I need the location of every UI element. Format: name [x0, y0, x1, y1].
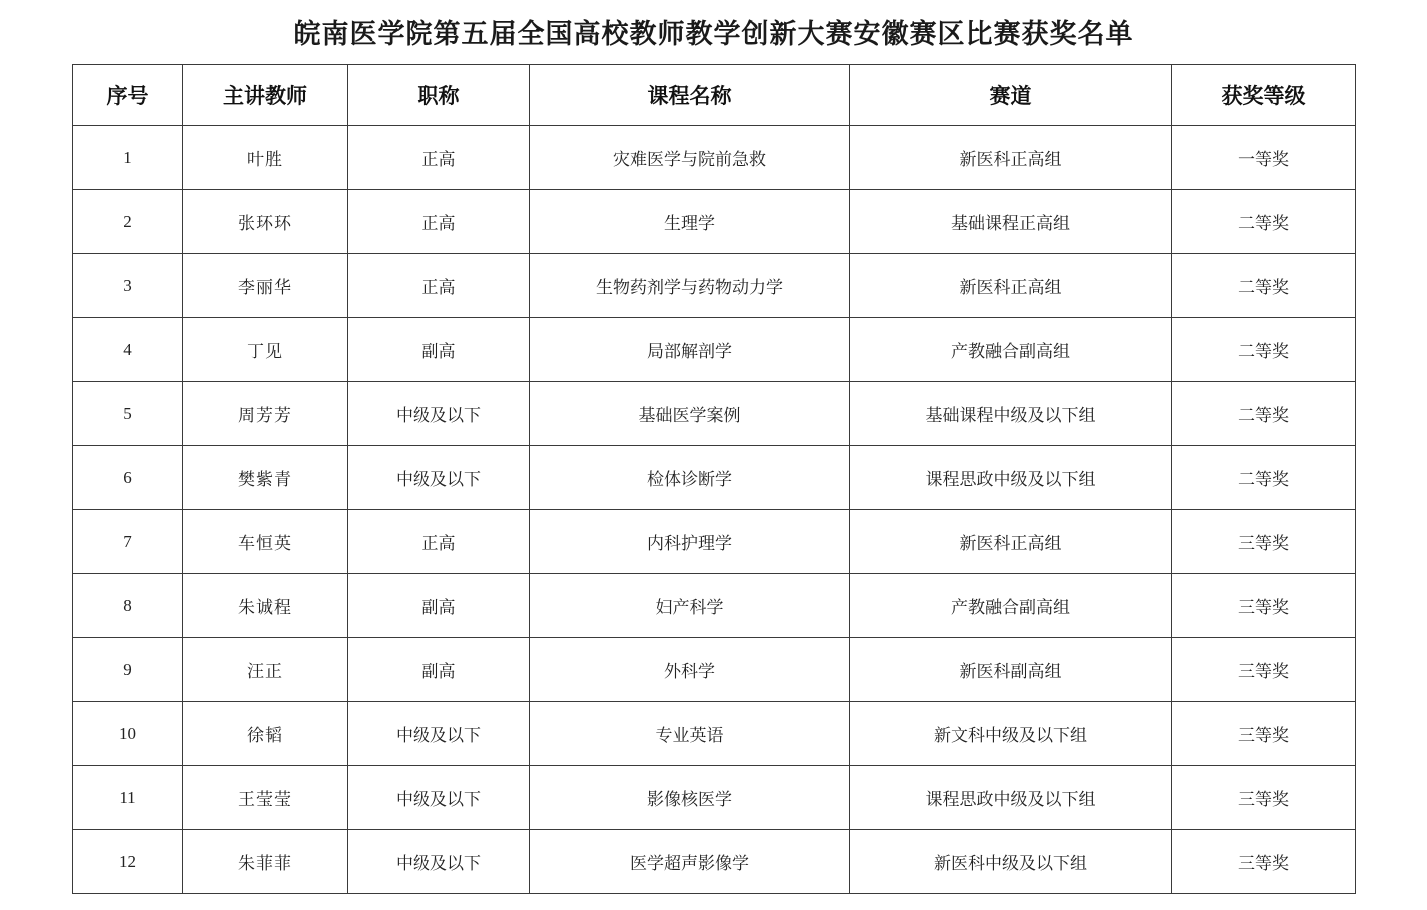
column-header-title-rank: 职称	[348, 65, 530, 126]
table-row	[73, 190, 1356, 254]
cell-track: 新医科正高组	[850, 254, 1172, 318]
cell-track: 课程思政中级及以下组	[850, 446, 1172, 510]
cell-course: 基础医学案例	[530, 382, 850, 446]
cell-title-rank: 副高	[348, 638, 530, 702]
table-row	[73, 318, 1356, 382]
table-row	[73, 830, 1356, 894]
cell-course: 妇产科学	[530, 574, 850, 638]
cell-award: 二等奖	[1172, 254, 1356, 318]
cell-teacher: 张环环	[183, 190, 348, 254]
table-row	[73, 574, 1356, 638]
table-header	[73, 65, 1356, 126]
cell-award: 三等奖	[1172, 574, 1356, 638]
award-table-container	[0, 64, 1427, 894]
cell-track: 新文科中级及以下组	[850, 702, 1172, 766]
cell-track: 课程思政中级及以下组	[850, 766, 1172, 830]
cell-course: 局部解剖学	[530, 318, 850, 382]
cell-award: 二等奖	[1172, 190, 1356, 254]
cell-track: 基础课程正高组	[850, 190, 1172, 254]
cell-title-rank: 中级及以下	[348, 446, 530, 510]
page-title: 皖南医学院第五届全国高校教师教学创新大赛安徽赛区比赛获奖名单	[293, 19, 1134, 49]
column-header-teacher: 主讲教师	[183, 65, 348, 126]
cell-track: 新医科中级及以下组	[850, 830, 1172, 894]
cell-award: 三等奖	[1172, 766, 1356, 830]
cell-teacher: 李丽华	[183, 254, 348, 318]
column-header-course: 课程名称	[530, 65, 850, 126]
cell-teacher: 丁见	[183, 318, 348, 382]
cell-award: 三等奖	[1172, 510, 1356, 574]
cell-track: 产教融合副高组	[850, 574, 1172, 638]
cell-title-rank: 正高	[348, 510, 530, 574]
cell-teacher: 朱菲菲	[183, 830, 348, 894]
cell-course: 生理学	[530, 190, 850, 254]
cell-course: 影像核医学	[530, 766, 850, 830]
cell-title-rank: 中级及以下	[348, 830, 530, 894]
cell-index: 10	[73, 702, 183, 766]
cell-award: 一等奖	[1172, 126, 1356, 190]
cell-course: 外科学	[530, 638, 850, 702]
cell-course: 医学超声影像学	[530, 830, 850, 894]
cell-award: 三等奖	[1172, 638, 1356, 702]
cell-track: 新医科正高组	[850, 510, 1172, 574]
cell-title-rank: 副高	[348, 318, 530, 382]
cell-teacher: 车恒英	[183, 510, 348, 574]
cell-track: 新医科副高组	[850, 638, 1172, 702]
column-header-track: 赛道	[850, 65, 1172, 126]
cell-course: 检体诊断学	[530, 446, 850, 510]
cell-teacher: 王莹莹	[183, 766, 348, 830]
table-row	[73, 510, 1356, 574]
table-row	[73, 446, 1356, 510]
cell-track: 产教融合副高组	[850, 318, 1172, 382]
cell-track: 基础课程中级及以下组	[850, 382, 1172, 446]
column-header-award: 获奖等级	[1172, 65, 1356, 126]
table-row	[73, 702, 1356, 766]
cell-award: 二等奖	[1172, 382, 1356, 446]
cell-title-rank: 中级及以下	[348, 702, 530, 766]
cell-teacher: 朱诚程	[183, 574, 348, 638]
cell-title-rank: 中级及以下	[348, 766, 530, 830]
cell-title-rank: 副高	[348, 574, 530, 638]
cell-teacher: 樊紫青	[183, 446, 348, 510]
award-list-table	[72, 64, 1356, 894]
cell-index: 9	[73, 638, 183, 702]
cell-title-rank: 正高	[348, 254, 530, 318]
table-row	[73, 126, 1356, 190]
cell-index: 1	[73, 126, 183, 190]
cell-award: 三等奖	[1172, 830, 1356, 894]
cell-title-rank: 正高	[348, 126, 530, 190]
cell-track: 新医科正高组	[850, 126, 1172, 190]
table-row	[73, 254, 1356, 318]
cell-index: 7	[73, 510, 183, 574]
table-body	[73, 126, 1356, 894]
cell-award: 二等奖	[1172, 446, 1356, 510]
cell-award: 三等奖	[1172, 702, 1356, 766]
cell-teacher: 徐韬	[183, 702, 348, 766]
cell-course: 灾难医学与院前急救	[530, 126, 850, 190]
cell-title-rank: 正高	[348, 190, 530, 254]
cell-index: 11	[73, 766, 183, 830]
cell-index: 3	[73, 254, 183, 318]
cell-index: 12	[73, 830, 183, 894]
cell-course: 生物药剂学与药物动力学	[530, 254, 850, 318]
cell-course: 内科护理学	[530, 510, 850, 574]
cell-index: 5	[73, 382, 183, 446]
cell-title-rank: 中级及以下	[348, 382, 530, 446]
cell-index: 8	[73, 574, 183, 638]
cell-index: 4	[73, 318, 183, 382]
cell-award: 二等奖	[1172, 318, 1356, 382]
table-row	[73, 766, 1356, 830]
table-header-row	[73, 65, 1356, 126]
cell-teacher: 汪正	[183, 638, 348, 702]
table-row	[73, 638, 1356, 702]
column-header-index: 序号	[73, 65, 183, 126]
cell-index: 2	[73, 190, 183, 254]
cell-course: 专业英语	[530, 702, 850, 766]
cell-teacher: 叶胜	[183, 126, 348, 190]
table-row	[73, 382, 1356, 446]
cell-teacher: 周芳芳	[183, 382, 348, 446]
cell-index: 6	[73, 446, 183, 510]
